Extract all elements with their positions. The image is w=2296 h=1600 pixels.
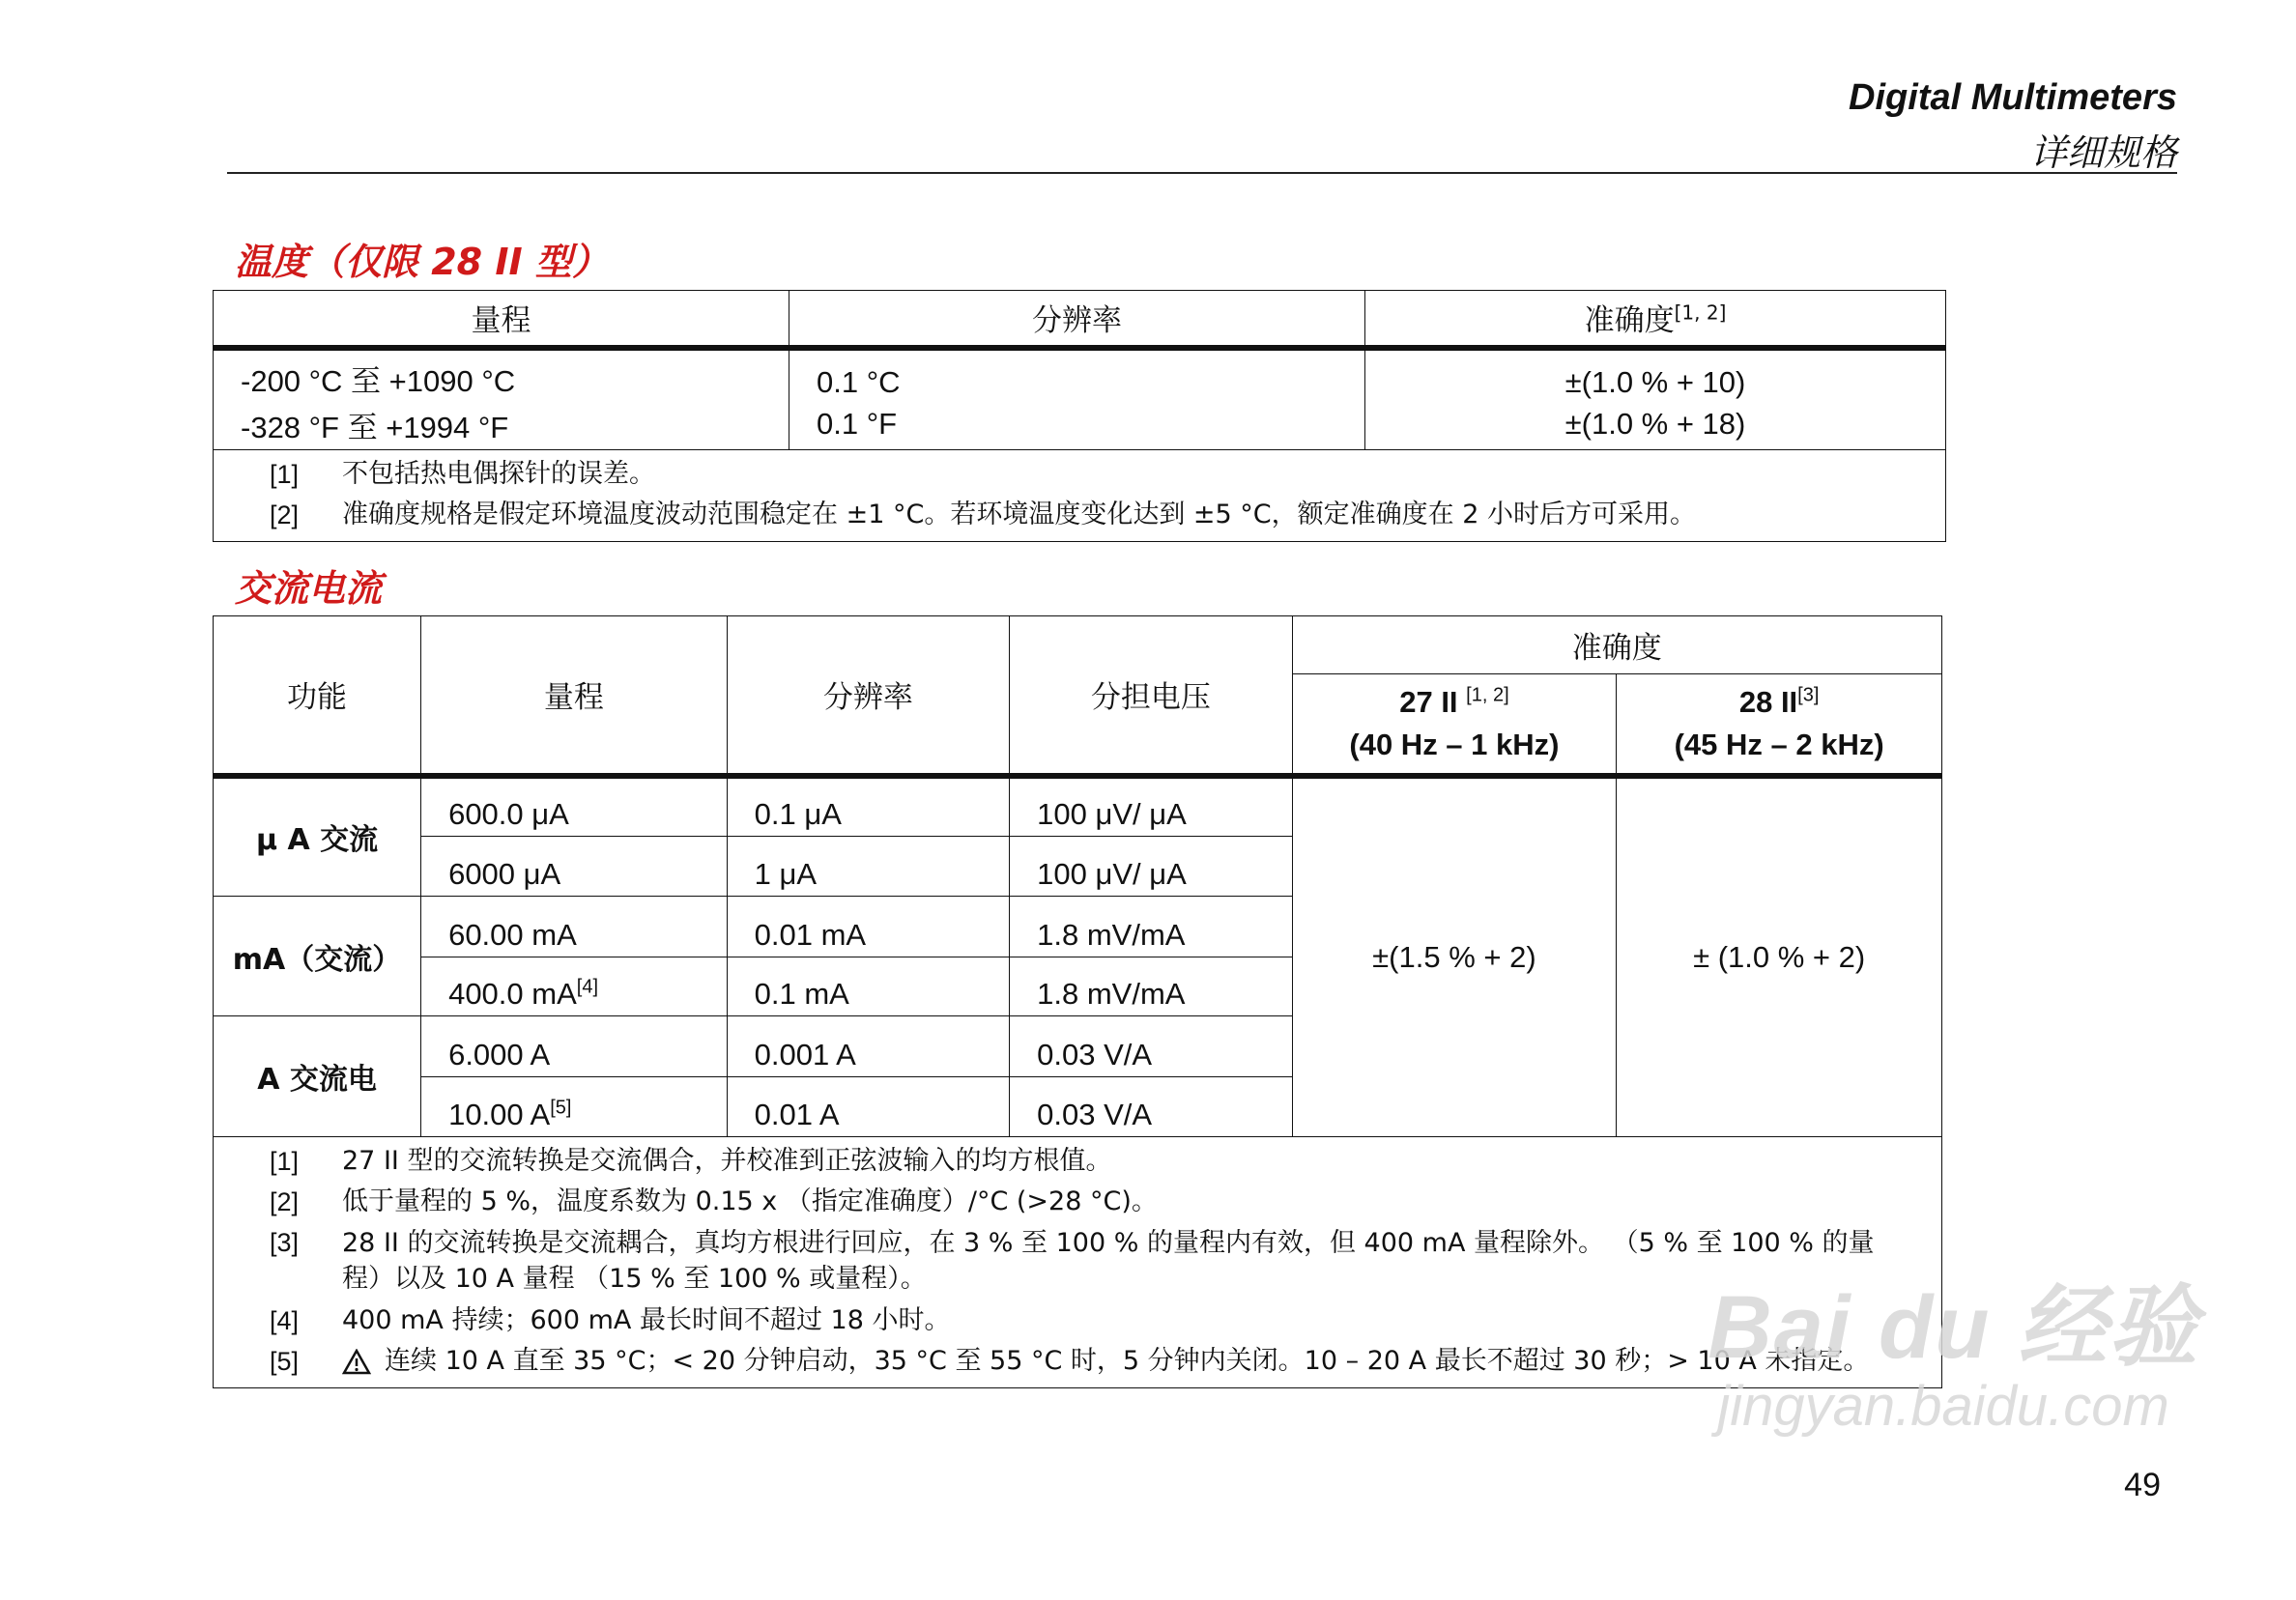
ac-range: 600.0 μA bbox=[421, 776, 728, 837]
ac-range: 6.000 A bbox=[421, 1016, 728, 1077]
temperature-header-range: 量程 bbox=[214, 291, 789, 348]
ac-header-resolution: 分辨率 bbox=[727, 616, 1009, 776]
ac-function-milliamp: mA（交流） bbox=[214, 897, 421, 1016]
temperature-table bbox=[213, 290, 1946, 542]
ac-burden: 1.8 mV/mA bbox=[1010, 957, 1292, 1016]
temperature-notes bbox=[214, 450, 1946, 542]
temperature-resolution-fahrenheit: 0.1 °F bbox=[789, 400, 1365, 450]
temperature-header-resolution: 分辨率 bbox=[789, 291, 1365, 348]
warning-triangle-icon bbox=[342, 1349, 371, 1375]
footnote: [3] 28 II 的交流转换是交流耦合，真均方根进行回应，在 3 % 至 100 % 的量程内有效，但 400 mA 量程除外。 （5 % 至 100 % 的量程）以及 10 A 量程 （15 % 至 100 % 或量程）。 bbox=[270, 1228, 1875, 1294]
ac-resolution: 0.1 mA bbox=[727, 957, 1009, 1016]
temperature-header-accuracy: 准确度[1, 2] bbox=[1365, 291, 1946, 348]
ac-accuracy-model-27: ±(1.5 % + 2) bbox=[1292, 776, 1617, 1137]
ac-current-notes bbox=[214, 1137, 1942, 1388]
watermark-logo-text: Bai du 经验 bbox=[1708, 1278, 2199, 1377]
ac-header-function: 功能 bbox=[214, 616, 421, 776]
ac-current-table bbox=[213, 615, 1942, 1388]
ac-range: 400.0 mA[4] bbox=[421, 957, 728, 1016]
ac-range: 10.00 A[5] bbox=[421, 1077, 728, 1137]
ac-header-model-27: 27 II [1, 2] (40 Hz – 1 kHz) bbox=[1292, 674, 1617, 776]
footnote: [1] 不包括热电偶探针的误差。 bbox=[270, 459, 655, 489]
temperature-resolution-celsius: 0.1 °C bbox=[789, 348, 1365, 400]
document-subtitle: 详细规格 bbox=[2029, 131, 2177, 174]
watermark-url: jingyan.baidu.com bbox=[1717, 1375, 2169, 1438]
ac-burden: 0.03 V/A bbox=[1010, 1016, 1292, 1077]
ac-header-accuracy: 准确度 bbox=[1292, 616, 1941, 674]
temperature-range-fahrenheit: -328 °F 至 +1994 °F bbox=[214, 400, 789, 450]
footnote: [2] 低于量程的 5 %，温度系数为 0.15 x （指定准确度）/°C (>28 °C)。 bbox=[270, 1186, 1158, 1216]
ac-burden: 100 μV/ μA bbox=[1010, 837, 1292, 897]
ac-burden: 1.8 mV/mA bbox=[1010, 897, 1292, 957]
ac-resolution: 0.001 A bbox=[727, 1016, 1009, 1077]
ac-resolution: 0.01 mA bbox=[727, 897, 1009, 957]
temperature-accuracy-fahrenheit: ±(1.0 % + 18) bbox=[1365, 400, 1946, 450]
temperature-accuracy-celsius: ±(1.0 % + 10) bbox=[1365, 348, 1946, 400]
ac-range: 6000 μA bbox=[421, 837, 728, 897]
document-title: Digital Multimeters bbox=[1849, 77, 2177, 118]
header-divider bbox=[227, 172, 2177, 174]
footnote: [1] 27 II 型的交流转换是交流偶合，并校准到正弦波输入的均方根值。 bbox=[270, 1146, 1112, 1176]
footnote-ref: [1, 2] bbox=[1674, 300, 1727, 325]
ac-header-range: 量程 bbox=[421, 616, 728, 776]
ac-header-burden-voltage: 分担电压 bbox=[1010, 616, 1292, 776]
ac-current-section-title: 交流电流 bbox=[235, 567, 383, 610]
page-number: 49 bbox=[2124, 1467, 2161, 1503]
footnote-ref: [5] bbox=[550, 1097, 572, 1119]
ac-burden: 0.03 V/A bbox=[1010, 1077, 1292, 1137]
temperature-range-celsius: -200 °C 至 +1090 °C bbox=[214, 348, 789, 400]
ac-burden: 100 μV/ μA bbox=[1010, 776, 1292, 837]
ac-header-model-28: 28 II[3] (45 Hz – 2 kHz) bbox=[1617, 674, 1942, 776]
footnote: [4] 400 mA 持续；600 mA 最长时间不超过 18 小时。 bbox=[270, 1305, 951, 1335]
footnote: [5] 连续 10 A 直至 35 °C；< 20 分钟启动，35 °C 至 55 °C 时，5 分钟内关闭。10 – 20 A 最长不超过 30 秒；> 10 A 未指定。 bbox=[270, 1346, 1870, 1376]
ac-resolution: 0.01 A bbox=[727, 1077, 1009, 1137]
footnote-ref: [4] bbox=[576, 976, 599, 998]
ac-accuracy-model-28: ± (1.0 % + 2) bbox=[1617, 776, 1942, 1137]
ac-function-microamp: μ A 交流 bbox=[214, 776, 421, 897]
ac-range: 60.00 mA bbox=[421, 897, 728, 957]
ac-resolution: 1 μA bbox=[727, 837, 1009, 897]
ac-function-amp: A 交流电 bbox=[214, 1016, 421, 1137]
temperature-section-title: 温度（仅限 28 II 型） bbox=[235, 241, 609, 283]
ac-resolution: 0.1 μA bbox=[727, 776, 1009, 837]
footnote: [2] 准确度规格是假定环境温度波动范围稳定在 ±1 °C。若环境温度变化达到 ±5 °C，额定准确度在 2 小时后方可采用。 bbox=[270, 500, 1696, 529]
